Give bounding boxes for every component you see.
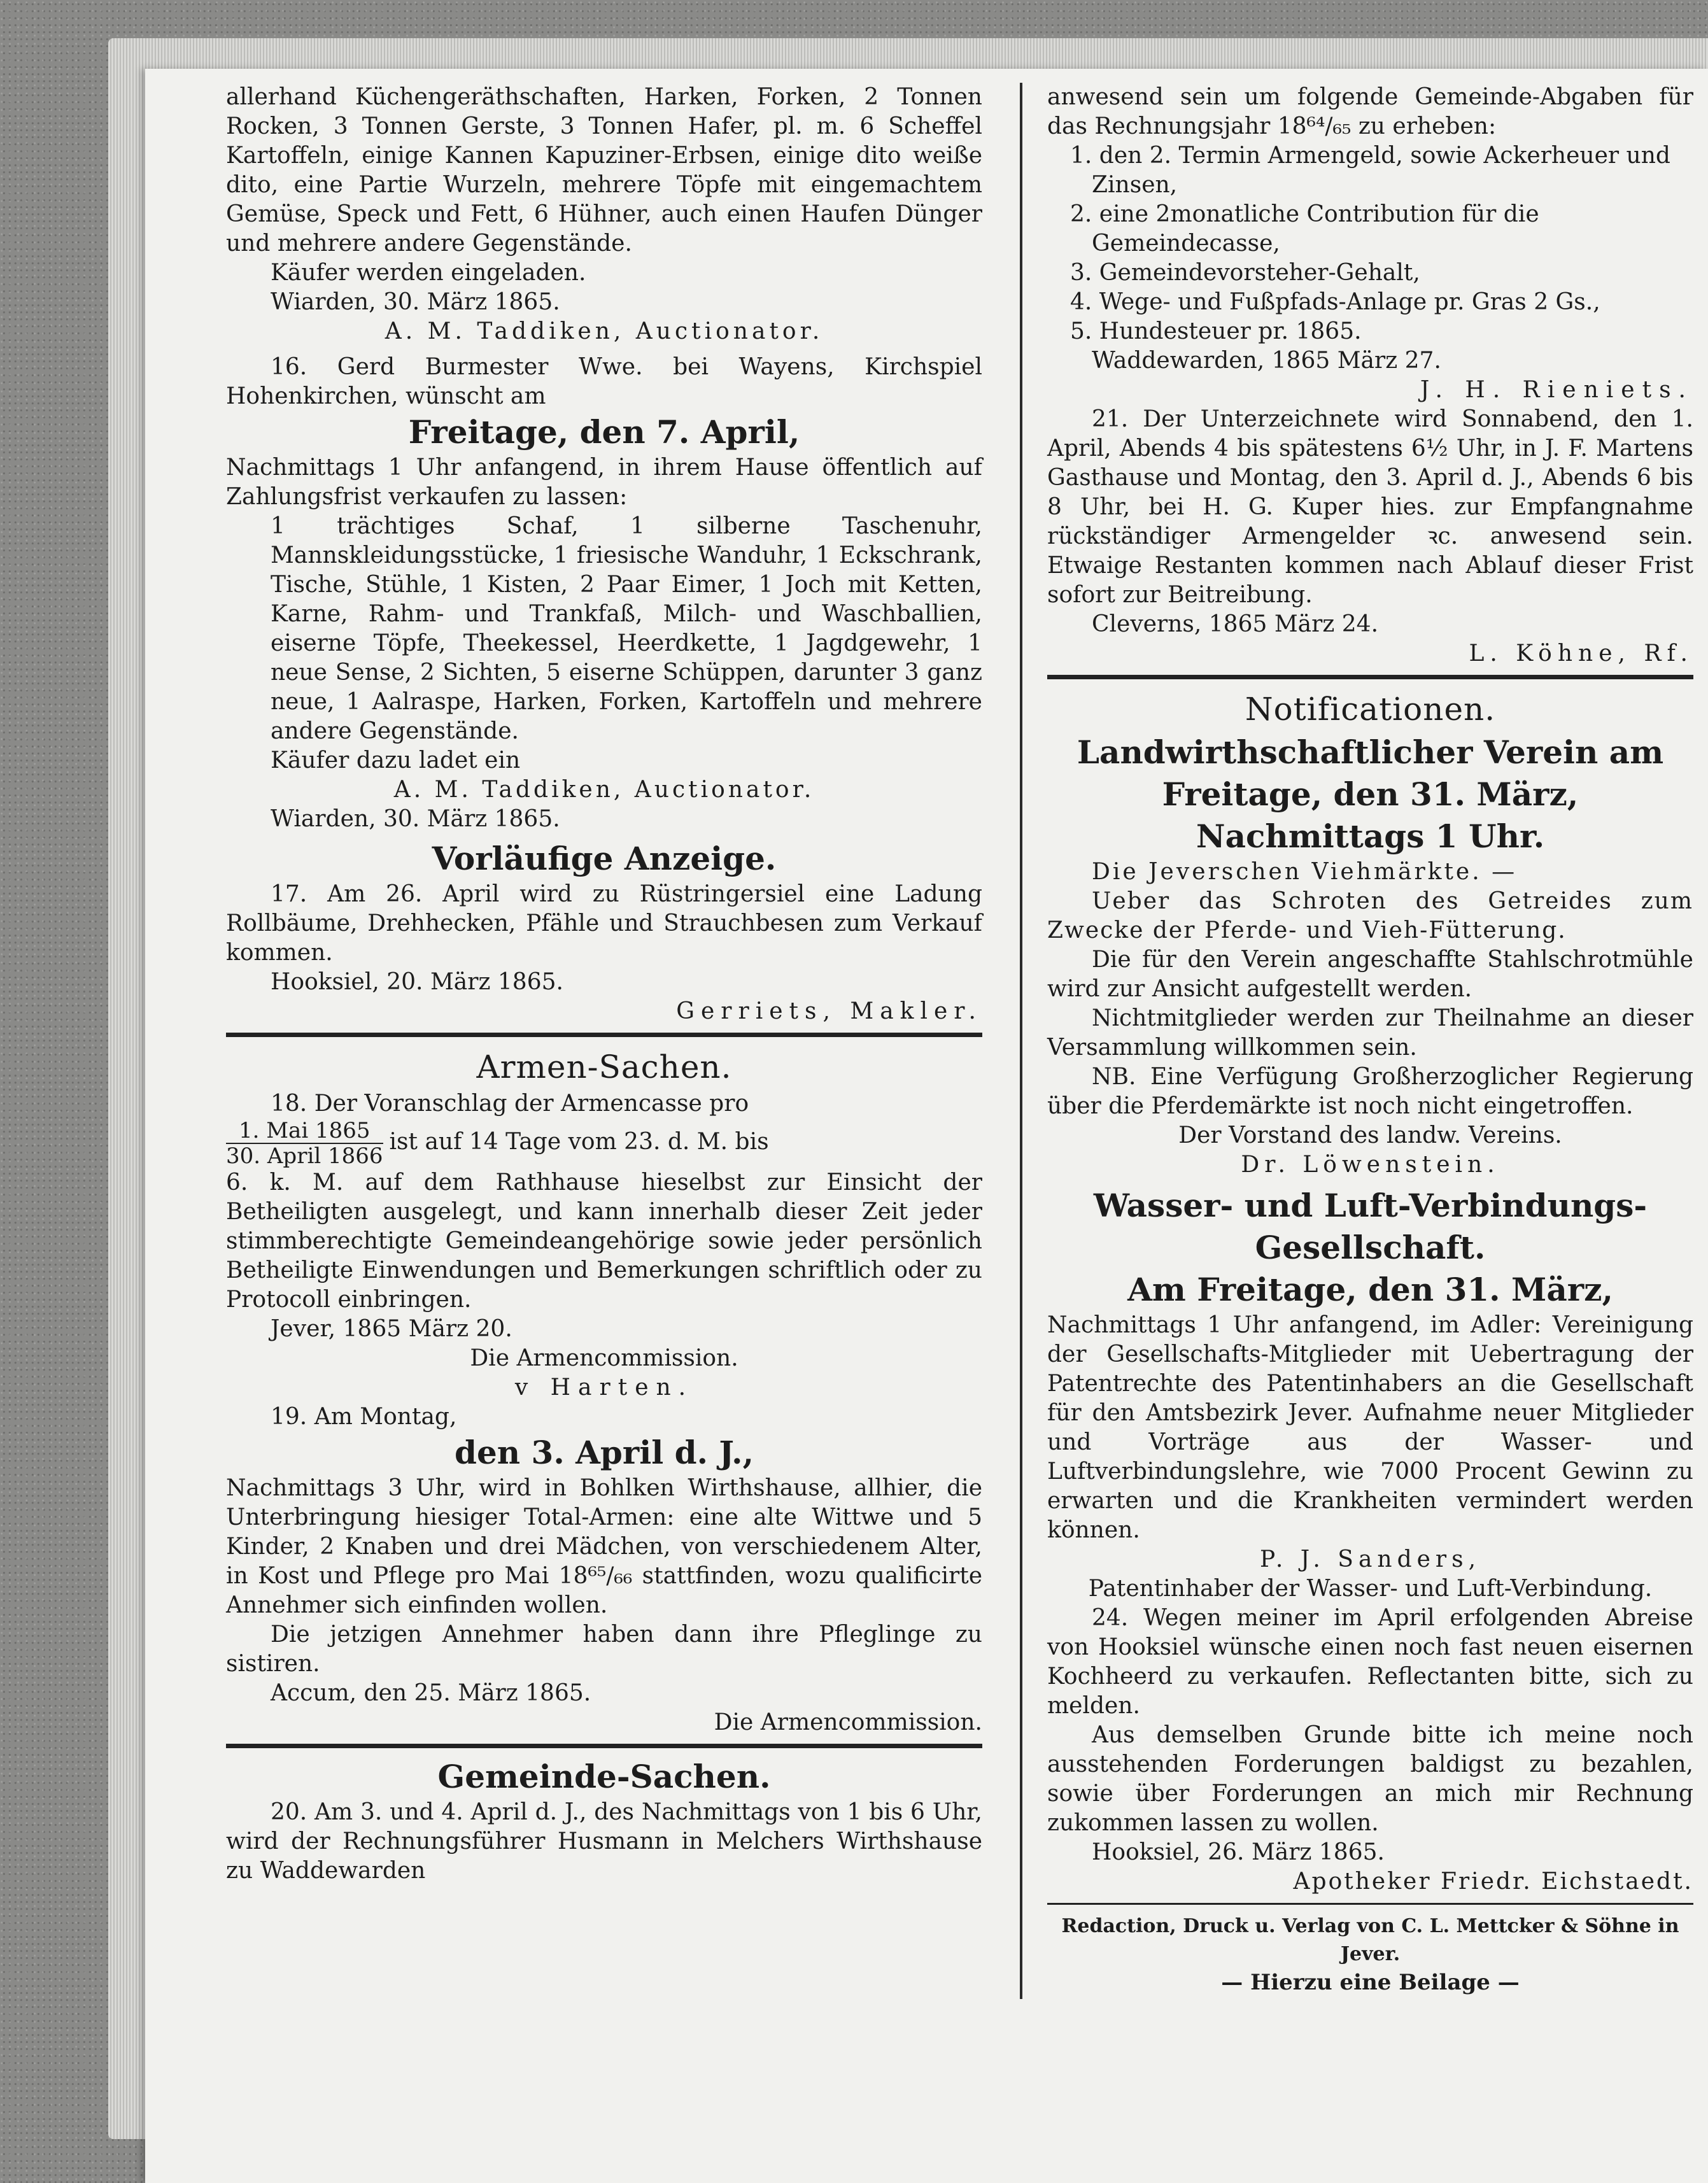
list-item: 4. Wege- und Fußpfads-Anlage pr. Gras 2 Gs.,	[1070, 289, 1600, 315]
place-date: Hooksiel, 26. März 1865.	[1092, 1839, 1385, 1865]
text-block: Die jetzigen Annehmer haben dann ihre Pfleglinge zu sistiren.	[226, 1621, 982, 1677]
event-heading: Landwirthschaftlicher Verein am Freitage, den 31. März, Nachmittags 1 Uhr.	[1076, 733, 1664, 855]
signature: Die Armencommission.	[714, 1709, 982, 1735]
signature: A. M. Taddiken, Auctionator.	[393, 777, 815, 803]
text-block: allerhand Küchengeräthschaften, Harken, Forken, 2 Tonnen Rocken, 3 Tonnen Gerste, 3 Tonnen Hafer, pl. m. 6 Scheffel Kartoffeln, einige Kannen Kapuziner-Erbsen, einige dito weiße dito, eine Partie Wurzeln, mehrere Töpfe mit eingemachtem Gemüse, Speck und Fett, 6 Hühner, auch einen Haufen Dünger und mehrere andere Gegenstände.	[226, 84, 982, 257]
text-block: Nachmittags 3 Uhr, wird in Bohlken Wirthshause, allhier, die Unterbringung hiesiger Total-Armen: eine alte Wittwe und 5 Kinder, 2 Knaben und drei Mädchen, von verschiedenem Alter, in Kost und Pflege pro Mai 18⁶⁵/₆₆ stattfinden, wozu qualificirte Annehmer sich einfinden wollen.	[226, 1475, 982, 1618]
signature: L. Köhne, Rf.	[1469, 640, 1693, 667]
event-date-heading: Am Freitage, den 31. März,	[1127, 1271, 1613, 1308]
place-date: Cleverns, 1865 März 24.	[1092, 611, 1379, 637]
place-date: Hooksiel, 20. März 1865.	[271, 969, 563, 995]
notice-16: 16. Gerd Burmester Wwe. bei Wayens, Kirchspiel Hohenkirchen, wünscht am	[226, 354, 982, 409]
text-block: Nichtmitglieder werden zur Theilnahme an dieser Versammlung willkommen sein.	[1047, 1005, 1693, 1061]
notice-17: 17. Am 26. April wird zu Rüstringersiel eine Ladung Rollbäume, Drehhecken, Pfähle und Strauchbesen zum Verkauf kommen.	[226, 881, 982, 966]
list-item: 5. Hundesteuer pr. 1865.	[1070, 318, 1362, 344]
right-column	[1047, 83, 1693, 1996]
notice-21: 21. Der Unterzeichnete wird Sonnabend, den 1. April, Abends 4 bis spätestens 6½ Uhr, in J. F. Martens Gasthause und Montag, den 3. April d. J., Abends 6 bis 8 Uhr, bei H. G. Kuper hies. zur Empfangnahme rückständiger Armengelder ꝛc. anwesend sein. Etwaige Restanten kommen nach Ablauf dieser Frist sofort zur Beitreibung.	[1047, 406, 1693, 608]
text-block: anwesend sein um folgende Gemeinde-Abgaben für das Rechnungsjahr 18⁶⁴/₆₅ zu erheben:	[1047, 84, 1693, 139]
section-rule	[1047, 675, 1693, 679]
fraction-line	[226, 1119, 982, 1168]
signature: Gerriets, Makler.	[676, 998, 982, 1024]
place-date: Wiarden, 30. März 1865.	[271, 806, 560, 832]
text-block: Nachmittags 1 Uhr anfangend, in ihrem Hause öffentlich auf Zahlungsfrist verkaufen zu lassen:	[226, 455, 982, 510]
signature: Apotheker Friedr. Eichstaedt.	[1293, 1869, 1693, 1895]
fraction-bottom: 30. April 1866	[226, 1143, 383, 1169]
period-fraction	[226, 1119, 383, 1168]
text-block: Aus demselben Grunde bitte ich meine noch ausstehenden Forderungen baldigst zu bezahlen, sowie über Forderungen an mich mir Rechnung zukommen lassen zu wollen.	[1047, 1722, 1693, 1836]
notice-18: 18. Der Voranschlag der Armencasse pro	[271, 1091, 749, 1117]
text-line: Käufer dazu ladet ein	[271, 747, 521, 774]
list-item: 3. Gemeindevorsteher-Gehalt,	[1070, 260, 1420, 286]
signature: J. H. Rieniets.	[1420, 377, 1693, 403]
text-block: 6. k. M. auf dem Rathhause hieselbst zur Einsicht der Betheiligten ausgelegt, und kann innerhalb dieser Zeit jeder stimmberechtigte Gemeindeangehörige sowie jeder persönlich Betheiligte Einwendungen und Bemerkungen schriftlich oder zu Protocoll einbringen.	[226, 1169, 982, 1313]
place-date: Jever, 1865 März 20.	[271, 1316, 512, 1342]
text-line: Käufer werden eingeladen.	[271, 260, 586, 286]
text-block: Nachmittags 1 Uhr anfangend, im Adler: Vereinigung der Gesellschafts-Mitglieder mit Uebertragung der Patentrechte des Patentinhabers an die Gesellschaft für den Amtsbezirk Jever. Aufnahme neuer Mitglieder und Vorträge aus der Wasser- und Luftverbindungslehre, wie 7000 Procent Gewinn zu erwarten und die Krankheiten vermindert werden können.	[1047, 1312, 1693, 1543]
agenda-item: Die Jeverschen Viehmärkte. —	[1092, 859, 1518, 885]
signature: Patentinhaber der Wasser- und Luft-Verbindung.	[1088, 1576, 1653, 1602]
notice-24: 24. Wegen meiner im April erfolgenden Abreise von Hooksiel wünsche einen noch fast neuen eisernen Kochheerd zu verkaufen. Reflectanten bitte, sich zu melden.	[1047, 1605, 1693, 1719]
signature: v Harten.	[514, 1374, 694, 1401]
signature: Der Vorstand des landw. Vereins.	[1178, 1122, 1562, 1148]
text-block: NB. Eine Verfügung Großherzoglicher Regierung über die Pferdemärkte ist noch nicht eingetroffen.	[1047, 1064, 1693, 1119]
list-item: 2. eine 2monatliche Contribution für die Gemeindecasse,	[1070, 201, 1539, 257]
supplement-note: — Hierzu eine Beilage —	[1221, 1970, 1520, 1995]
left-column	[226, 83, 982, 1886]
place-date: Waddewarden, 1865 März 27.	[1092, 348, 1441, 374]
levy-list	[1047, 141, 1693, 346]
event-heading: Wasser- und Luft-Verbindungs-Gesellschaft.	[1093, 1187, 1648, 1266]
section-heading: Notificationen.	[1245, 691, 1496, 728]
signature: Dr. Löwenstein.	[1241, 1152, 1500, 1178]
place-date: Wiarden, 30. März 1865.	[271, 289, 560, 315]
column-divider	[1020, 83, 1022, 1999]
section-heading: Vorläufige Anzeige.	[432, 840, 777, 877]
footer-rule	[1047, 1903, 1693, 1905]
agenda-item: Die für den Verein angeschaffte Stahlschrotmühle wird zur Ansicht aufgestellt werden.	[1047, 947, 1693, 1002]
item-list: 1 trächtiges Schaf, 1 silberne Taschenuhr, Mannskleidungsstücke, 1 friesische Wanduhr, 1 Eckschrank, Tische, Stühle, 1 Kisten, 2 Paar Eimer, 1 Joch mit Ketten, Karne, Rahm- und Trankfaß, Milch- und Waschballien, eiserne Töpfe, Theekessel, Heerdkette, 1 Jagdgewehr, 1 neue Sense, 2 Sichten, 5 eiserne Schüppen, darunter 3 ganz neue, 1 Aalraspe, Harken, Forken, Kartoffeln und mehrere andere Gegenstände.	[271, 513, 982, 744]
list-item: 1. den 2. Termin Armengeld, sowie Ackerheuer und Zinsen,	[1070, 143, 1670, 198]
signature: A. M. Taddiken, Auctionator.	[385, 318, 824, 344]
signature: Die Armencommission.	[470, 1345, 738, 1371]
notice-19: 19. Am Montag,	[271, 1404, 457, 1430]
fraction-top: 1. Mai 1865	[226, 1119, 383, 1144]
section-rule	[226, 1744, 982, 1748]
notice-date-heading: den 3. April d. J.,	[455, 1434, 754, 1471]
place-date: Accum, den 25. März 1865.	[271, 1680, 591, 1706]
notice-20: 20. Am 3. und 4. April d. J., des Nachmittags von 1 bis 6 Uhr, wird der Rechnungsführer Husmann in Melchers Wirthshause zu Waddewarden	[226, 1799, 982, 1884]
section-heading: Armen-Sachen.	[476, 1049, 732, 1085]
section-rule	[226, 1033, 982, 1037]
signature: P. J. Sanders,	[1259, 1546, 1481, 1572]
notice-date-heading: Freitage, den 7. April,	[408, 413, 800, 451]
section-heading: Gemeinde-Sachen.	[437, 1758, 771, 1795]
agenda-item: Ueber das Schroten des Getreides zum Zwecke der Pferde- und Vieh-Fütterung.	[1047, 888, 1693, 943]
text-line: ist auf 14 Tage vom 23. d. M. bis	[389, 1129, 769, 1155]
imprint: Redaction, Druck u. Verlag von C. L. Mettcker & Söhne in Jever.	[1061, 1915, 1679, 1965]
